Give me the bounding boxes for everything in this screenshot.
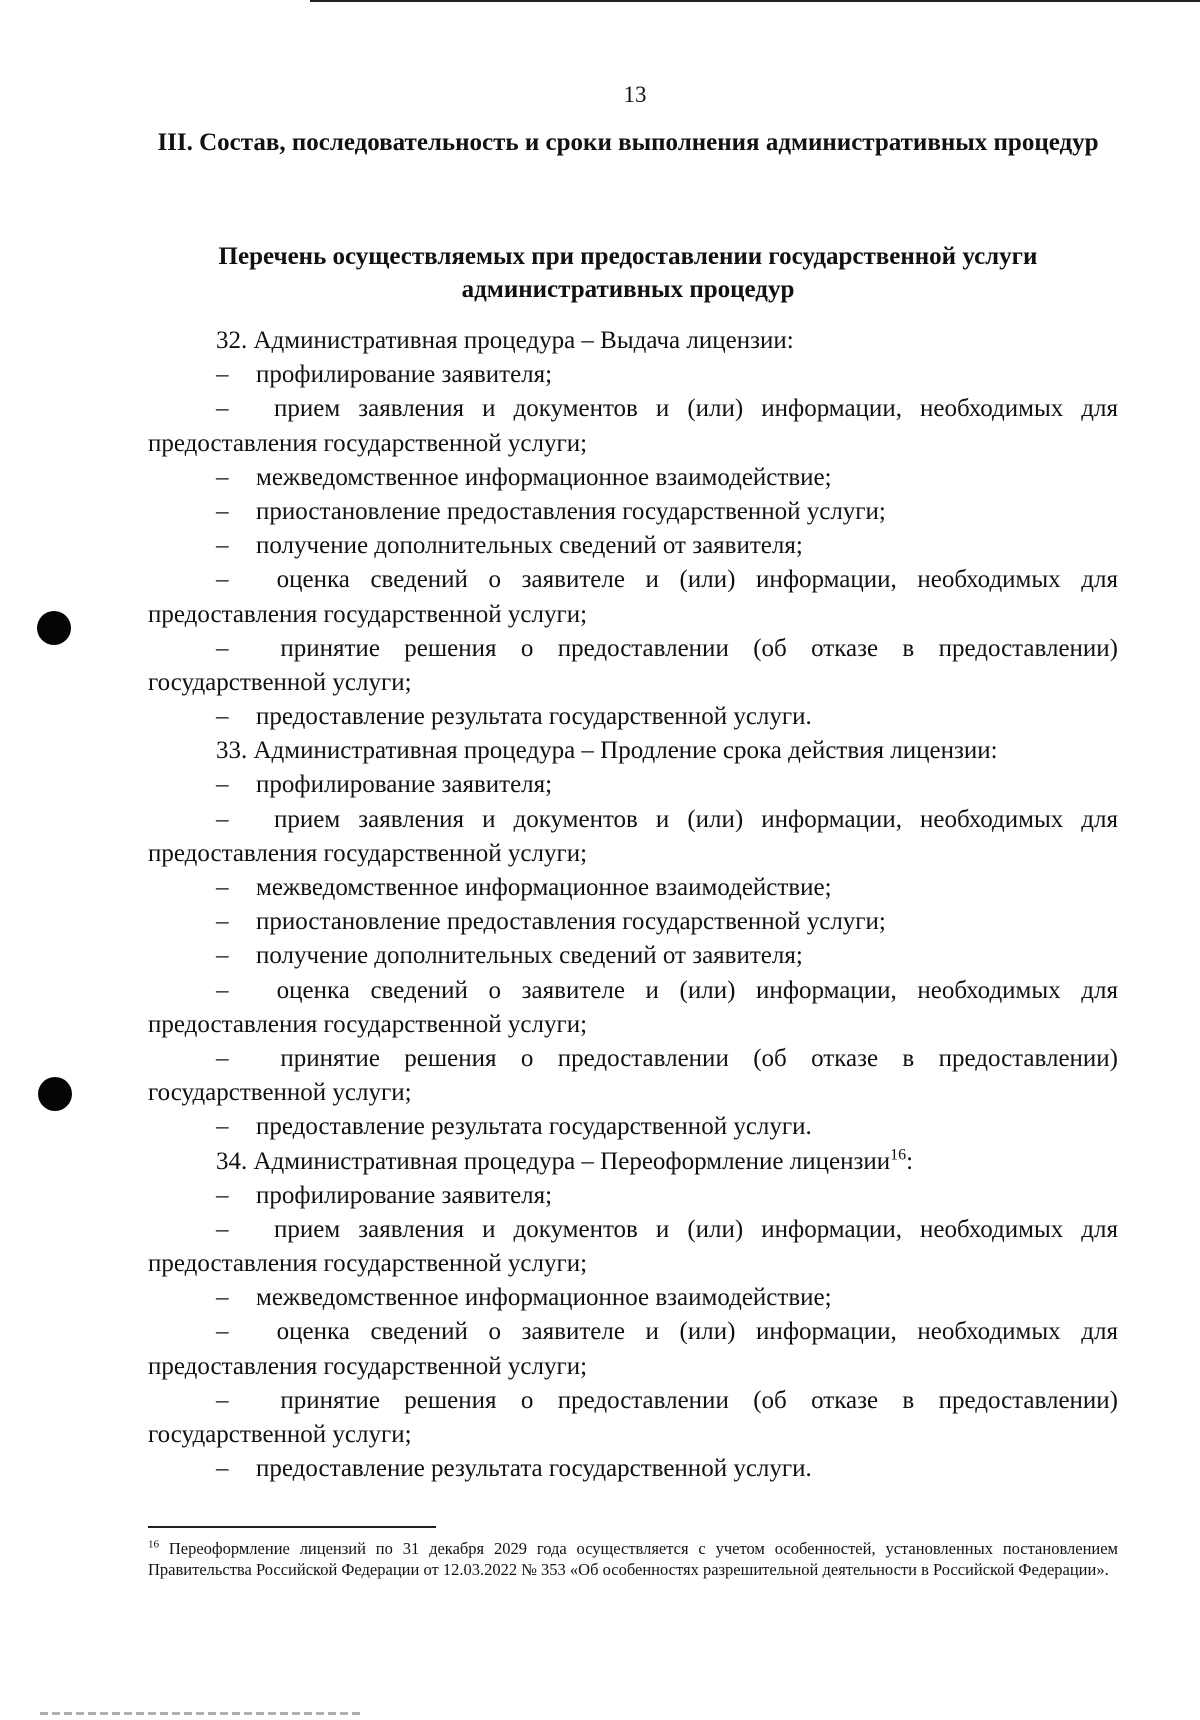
list-item-text: оценка сведений о заявителе и (или) информации, необходимых для xyxy=(276,976,1118,1004)
footnote-separator xyxy=(148,1526,436,1528)
dash: – xyxy=(216,1318,229,1346)
procedure-title: 33. Административная процедура – Продление срока действия лицензии: xyxy=(216,737,998,765)
list-item xyxy=(148,974,1118,1008)
dash: – xyxy=(216,1044,229,1072)
list-item-continuation: предоставления государственной услуги; xyxy=(148,1352,588,1380)
list-item xyxy=(148,529,1118,563)
procedure-title-text: 34. Административная процедура – Переоформление лицензии xyxy=(216,1147,891,1175)
list-item-continuation: предоставления государственной услуги; xyxy=(148,839,588,867)
dash: – xyxy=(216,805,229,833)
list-item-text: прием заявления и документов и (или) информации, необходимых для xyxy=(274,1215,1118,1243)
dash: – xyxy=(216,463,229,491)
list-item xyxy=(148,563,1118,597)
list-item xyxy=(148,905,1118,939)
list-item-text: принятие решения о предоставлении (об отказе в предоставлении) xyxy=(280,1044,1118,1072)
scan-artifact xyxy=(40,1712,360,1715)
list-item xyxy=(148,768,1118,802)
list-item-text: профилирование заявителя; xyxy=(256,771,553,799)
list-item-text: оценка сведений о заявителе и (или) информации, необходимых для xyxy=(276,1318,1118,1346)
list-item xyxy=(148,1110,1118,1144)
list-item-text: межведомственное информационное взаимодействие; xyxy=(256,463,832,491)
list-item-continuation: предоставления государственной услуги; xyxy=(148,429,588,457)
list-item-text: профилирование заявителя; xyxy=(256,361,553,389)
dash: – xyxy=(216,908,229,936)
list-item xyxy=(148,392,1118,426)
list-item-text: получение дополнительных сведений от заявителя; xyxy=(256,532,803,560)
list-item-continuation: государственной услуги; xyxy=(148,1079,412,1107)
list-item-text: приостановление предоставления государственной услуги; xyxy=(256,497,886,525)
footnote xyxy=(148,1538,1118,1580)
list-item-continuation: государственной услуги; xyxy=(148,668,412,696)
dash: – xyxy=(216,1113,229,1141)
subsection-heading: Перечень осуществляемых при предоставлении государственной услуги административных процедур xyxy=(218,243,1038,303)
dash: – xyxy=(216,874,229,901)
dash: – xyxy=(216,942,229,970)
list-item-text: принятие решения о предоставлении (об отказе в предоставлении) xyxy=(280,634,1118,662)
list-item xyxy=(148,1452,1118,1486)
list-item-continuation: предоставления государственной услуги; xyxy=(148,1250,588,1278)
dash: – xyxy=(216,634,229,662)
list-item-text: принятие решения о предоставлении (об отказе в предоставлении) xyxy=(280,1386,1118,1414)
list-item xyxy=(148,1384,1118,1418)
list-item-text: прием заявления и документов и (или) информации, необходимых для xyxy=(274,805,1118,833)
dash: – xyxy=(216,771,229,799)
footnote-reference: 16 xyxy=(890,1146,907,1164)
list-item xyxy=(148,495,1118,529)
dash: – xyxy=(216,532,229,560)
dash: – xyxy=(216,1455,229,1483)
dash: – xyxy=(216,566,229,594)
top-edge-line xyxy=(310,0,1200,2)
list-item-text: приостановление предоставления государственной услуги; xyxy=(256,908,886,936)
list-item xyxy=(148,358,1118,392)
dash: – xyxy=(216,395,229,423)
list-item xyxy=(148,1042,1118,1076)
page-number: 13 xyxy=(623,82,647,107)
list-item xyxy=(148,700,1118,734)
list-item xyxy=(148,871,1118,905)
list-item xyxy=(148,1213,1118,1247)
list-item-text: межведомственное информационное взаимодействие; xyxy=(256,874,832,901)
list-item xyxy=(148,1315,1118,1349)
procedure-title: 32. Административная процедура – Выдача лицензии: xyxy=(216,327,794,354)
footnote-text: Переоформление лицензий по 31 декабря 2029 года осуществляется с учетом особенностей, установленных постановлением Правительства Российской Федерации от 12.03.2022 № 353 «Об особенностях разрешительной деятельности в Российской Федерации». xyxy=(148,1539,1119,1579)
list-item-text: предоставление результата государственной услуги. xyxy=(256,703,812,731)
list-item-text: предоставление результата государственной услуги. xyxy=(256,1113,812,1141)
dash: – xyxy=(216,976,229,1004)
dash: – xyxy=(216,497,229,525)
procedure-title-suffix: : xyxy=(906,1147,914,1175)
list-item-text: предоставление результата государственной услуги. xyxy=(256,1455,812,1483)
list-item-text: получение дополнительных сведений от заявителя; xyxy=(256,942,803,970)
list-item-continuation: государственной услуги; xyxy=(148,1421,412,1448)
list-item-text: прием заявления и документов и (или) информации, необходимых для xyxy=(274,395,1118,423)
dash: – xyxy=(216,1386,229,1414)
dash: – xyxy=(216,1215,229,1243)
list-item-text: межведомственное информационное взаимодействие; xyxy=(256,1284,832,1312)
list-item xyxy=(148,461,1118,495)
list-item xyxy=(148,632,1118,666)
list-item xyxy=(148,939,1118,973)
dash: – xyxy=(216,703,229,731)
list-item xyxy=(148,1281,1118,1315)
procedures-body xyxy=(148,324,1118,1486)
procedure-title xyxy=(148,1145,1118,1179)
list-item xyxy=(148,803,1118,837)
dash: – xyxy=(216,1284,229,1312)
punch-hole xyxy=(38,1077,72,1111)
punch-hole xyxy=(37,611,71,645)
dash: – xyxy=(216,1181,229,1209)
section-heading: III. Состав, последовательность и сроки выполнения административных процедур xyxy=(157,129,1099,156)
list-item-text: профилирование заявителя; xyxy=(256,1181,553,1209)
list-item-continuation: предоставления государственной услуги; xyxy=(148,600,588,628)
list-item-continuation: предоставления государственной услуги; xyxy=(148,1010,588,1038)
list-item xyxy=(148,1179,1118,1213)
footnote-number: 16 xyxy=(148,1538,159,1551)
dash: – xyxy=(216,361,229,389)
list-item-text: оценка сведений о заявителе и (или) информации, необходимых для xyxy=(276,566,1118,594)
